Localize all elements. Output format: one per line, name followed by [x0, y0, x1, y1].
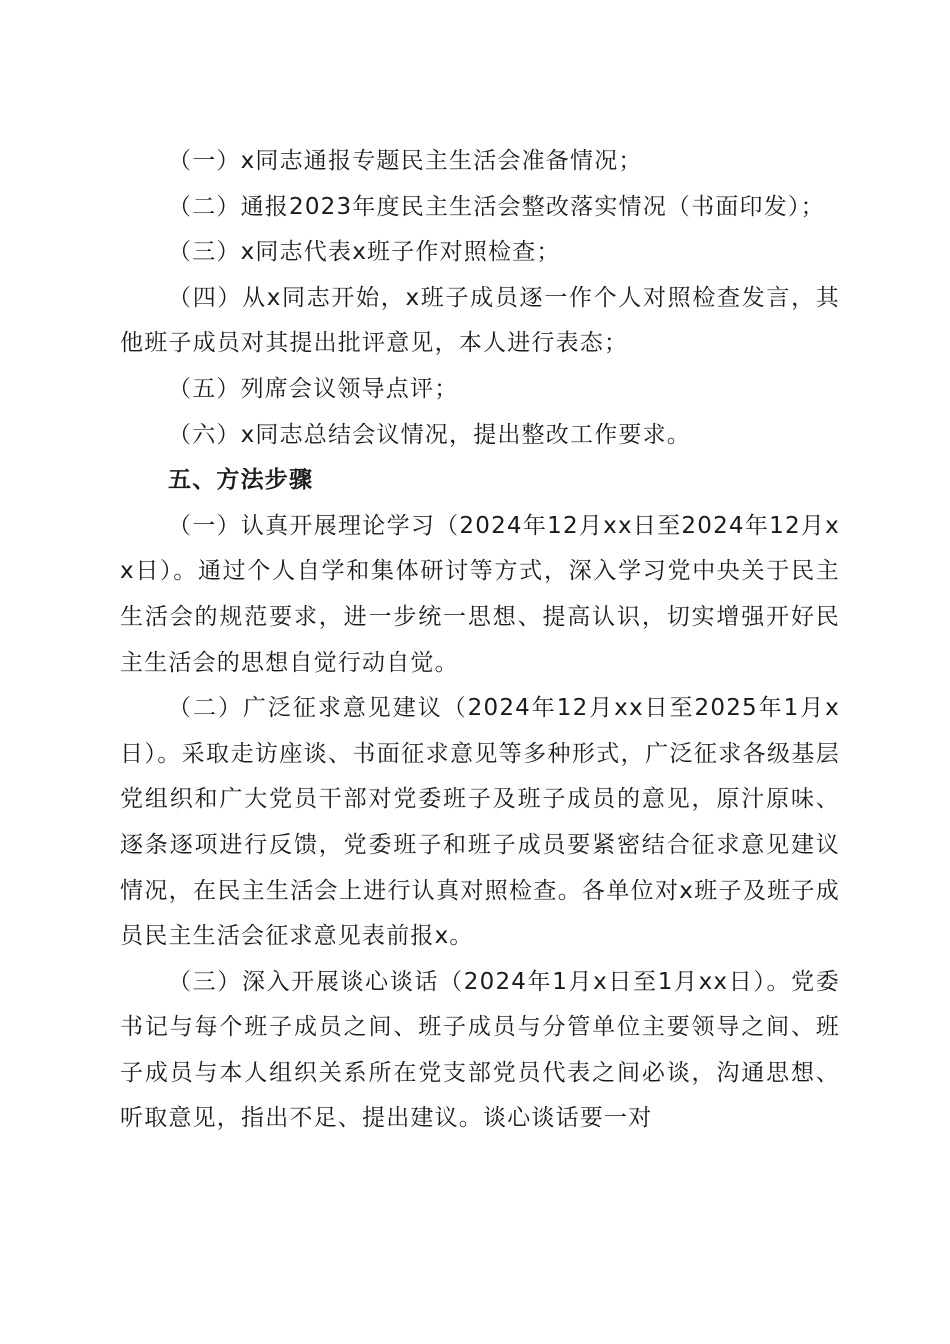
paragraph-item-4: （四）从x同志开始，x班子成员逐一作个人对照检查发言，其他班子成员对其提出批评意见，本人进行表态；: [120, 284, 840, 357]
paragraph-item-1: （一）x同志通报专题民主生活会准备情况；: [168, 148, 643, 174]
paragraph-step-2: （二）广泛征求意见建议（2024年12月xx日至2025年1月x日）。采取走访座谈、书面征求意见等多种形式，广泛征求各级基层党组织和广大党员干部对党委班子及班子成员的意见，原汁原味、逐条逐项进行反馈，党委班子和班子成员要紧密结合征求意见建议情况，在民主生活会上进行认真对照检查。各单位对x班子及班子成员民主生活会征求意见表前报x。: [120, 695, 840, 950]
document-body: [120, 139, 840, 1142]
paragraph-item-3: （三）x同志代表x班子作对照检查；: [168, 239, 561, 266]
paragraph-item-6: （六）x同志总结会议情况，提出整改工作要求。: [168, 421, 692, 448]
paragraph-step-1: （一）认真开展理论学习（2024年12月xx日至2024年12月xx日）。通过个人自学和集体研讨等方式，深入学习党中央关于民主生活会的规范要求，进一步统一思想、提高认识，切实增强开好民主生活会的思想自觉行动自觉。: [120, 512, 840, 676]
paragraph-step-3: （三）深入开展谈心谈话（2024年1月x日至1月xx日）。党委书记与每个班子成员之间、班子成员与分管单位主要领导之间、班子成员与本人组织关系所在党支部党员代表之间必谈，沟通思想、听取意见，指出不足、提出建议。谈心谈话要一对: [120, 968, 840, 1132]
section-heading-methods: 五、方法步骤: [168, 467, 314, 494]
paragraph-item-2: （二）通报2023年度民主生活会整改落实情况（书面印发）；: [168, 193, 825, 220]
paragraph-item-5: （五）列席会议领导点评；: [168, 375, 459, 402]
